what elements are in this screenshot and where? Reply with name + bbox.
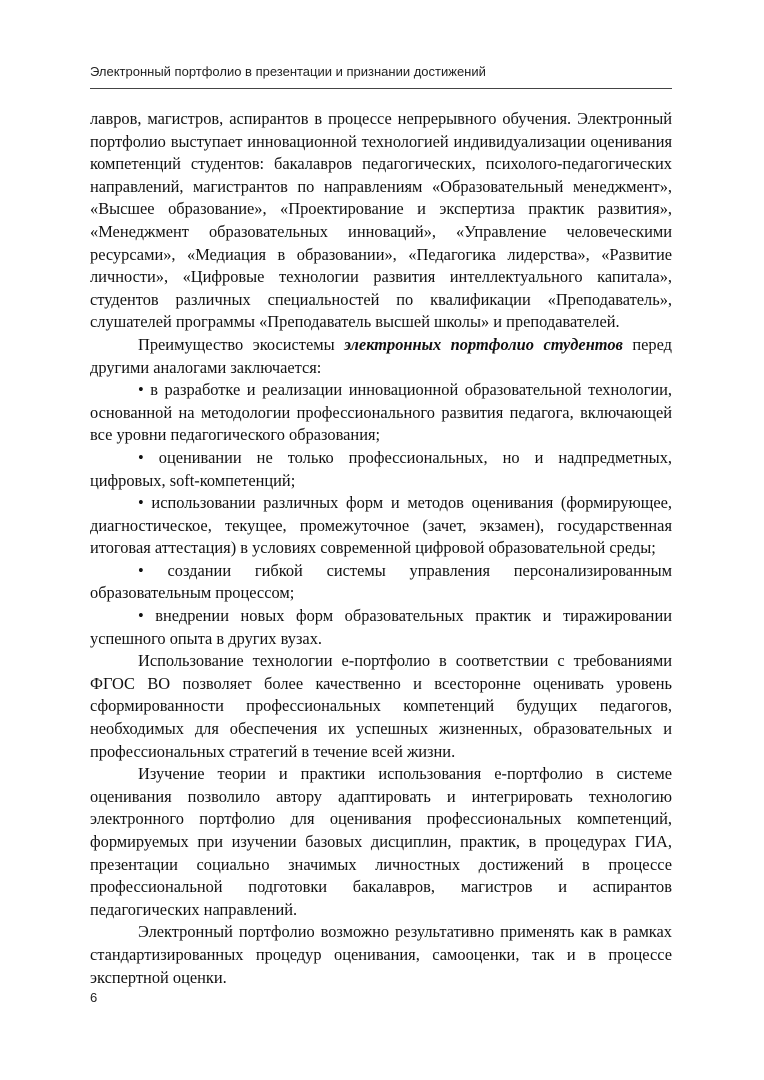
paragraph-fgos: Использование технологии е-портфолио в соответствии с требованиями ФГОС ВО позволяет более качественно и всесторонне оценивать уровень сформированности профессиональных компетенций будущих педагогов, необходимых для обеспечения их успешных жизненных, образовательных и профессиональных стратегий в течение всей жизни. bbox=[90, 651, 672, 761]
intro-text: Преимущество экосистемы bbox=[138, 334, 345, 354]
running-header: Электронный портфолио в презентации и признании достижений bbox=[90, 64, 486, 79]
intro-text-end: перед другими аналогами заключается: bbox=[90, 334, 672, 377]
header-divider bbox=[90, 88, 672, 89]
paragraph-study: Изучение теории и практики использования е-портфолио в системе оценивания позволило автору адаптировать и интегрировать технологию электронного портфолио для оценивания профессиональных компетенций, формируемых при изучении базовых дисциплин, практик, в процедурах ГИА, презентации социально значимых личностных достижений в процессе профессиональной подготовки бакалавров, магистров и аспирантов педагогических направлений. bbox=[90, 764, 672, 919]
emphasized-term: электронных портфолио студентов bbox=[344, 334, 623, 354]
paragraph-continuation: лавров, магистров, аспирантов в процессе непрерывного обучения. Электронный портфолио выступает инновационной технологией индивидуализации оценивания компетенций студентов: бакалавров педагогических, психолого-педагогических направлений, магистрантов по направлениям «Образовательный менеджмент», «Высшее образование», «Проектирование и экспертиза практик развития», «Менеджмент образовательных инноваций», «Управление человеческими ресурсами», «Медиация в образовании», «Педагогика лидерства», «Развитие личности», «Цифровые технологии развития интеллектуального капитала», студентов различных специальностей по квалификации «Преподаватель», слушателей программы «Преподаватель высшей школы» и преподавателей. bbox=[90, 109, 672, 332]
paragraph-advantages-intro bbox=[90, 334, 672, 379]
list-item: • в разработке и реализации инновационной образовательной технологии, основанной на методологии профессионального развития педагога, включающей все уровни педагогического образования; bbox=[90, 380, 672, 445]
list-item: • использовании различных форм и методов оценивания (формирующее, диагностическое, текущее, промежуточное (зачет, экзамен), государственная итоговая аттестация) в условиях современной цифровой образовательной среды; bbox=[90, 493, 672, 558]
paragraph-conclusion: Электронный портфолио возможно результативно применять как в рамках стандартизированных процедур оценивания, самооценки, так и в процессе экспертной оценки. bbox=[90, 922, 672, 987]
list-item: • оценивании не только профессиональных, но и надпредметных, цифровых, soft-компетенций; bbox=[90, 447, 672, 490]
page-number: 6 bbox=[90, 990, 98, 1005]
body-text bbox=[90, 108, 672, 989]
list-item: • создании гибкой системы управления персонализированным образовательным процессом; bbox=[90, 560, 672, 603]
list-item: • внедрении новых форм образовательных практик и тиражировании успешного опыта в других вузах. bbox=[90, 606, 672, 648]
